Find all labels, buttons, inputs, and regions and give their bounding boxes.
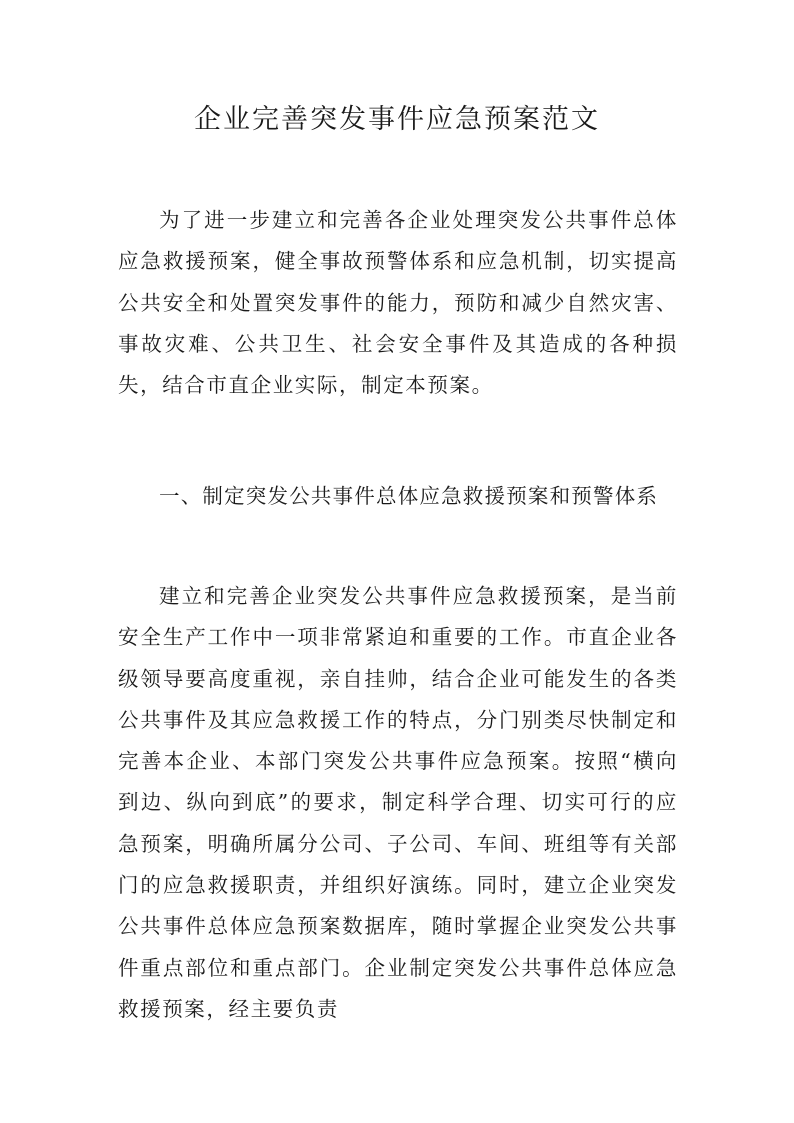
body-paragraph: 建立和完善企业突发公共事件应急救援预案，是当前安全生产工作中一项非常紧迫和重要的工作。市直企业各级领导要高度重视，亲自挂帅，结合企业可能发生的各类公共事件及其应急救援工作的特点，分门别类尽快制定和完善本企业、本部门突发公共事件应急预案。按照“横向到边、纵向到底”的要求，制定科学合理、切实可行的应急预案，明确所属分公司、子公司、车间、班组等有关部门的应急救援职责，并组织好演练。同时，建立企业突发公共事件总体应急预案数据库，随时掌握企业突发公共事件重点部位和重点部门。企业制定突发公共事件总体应急救援预案，经主要负责: [118, 584, 678, 1021]
document-title: 企业完善突发事件应急预案范文: [194, 104, 600, 135]
section-heading: 一、制定突发公共事件总体应急救援预案和预警体系: [159, 484, 659, 508]
intro-paragraph: 为了进一步建立和完善各企业处理突发公共事件总体应急救援预案，健全事故预警体系和应急机制，切实提高公共安全和处置突发事件的能力，预防和减少自然灾害、事故灾难、公共卫生、社会安全事件及其造成的各种损失，结合市直企业实际，制定本预案。: [118, 208, 678, 398]
